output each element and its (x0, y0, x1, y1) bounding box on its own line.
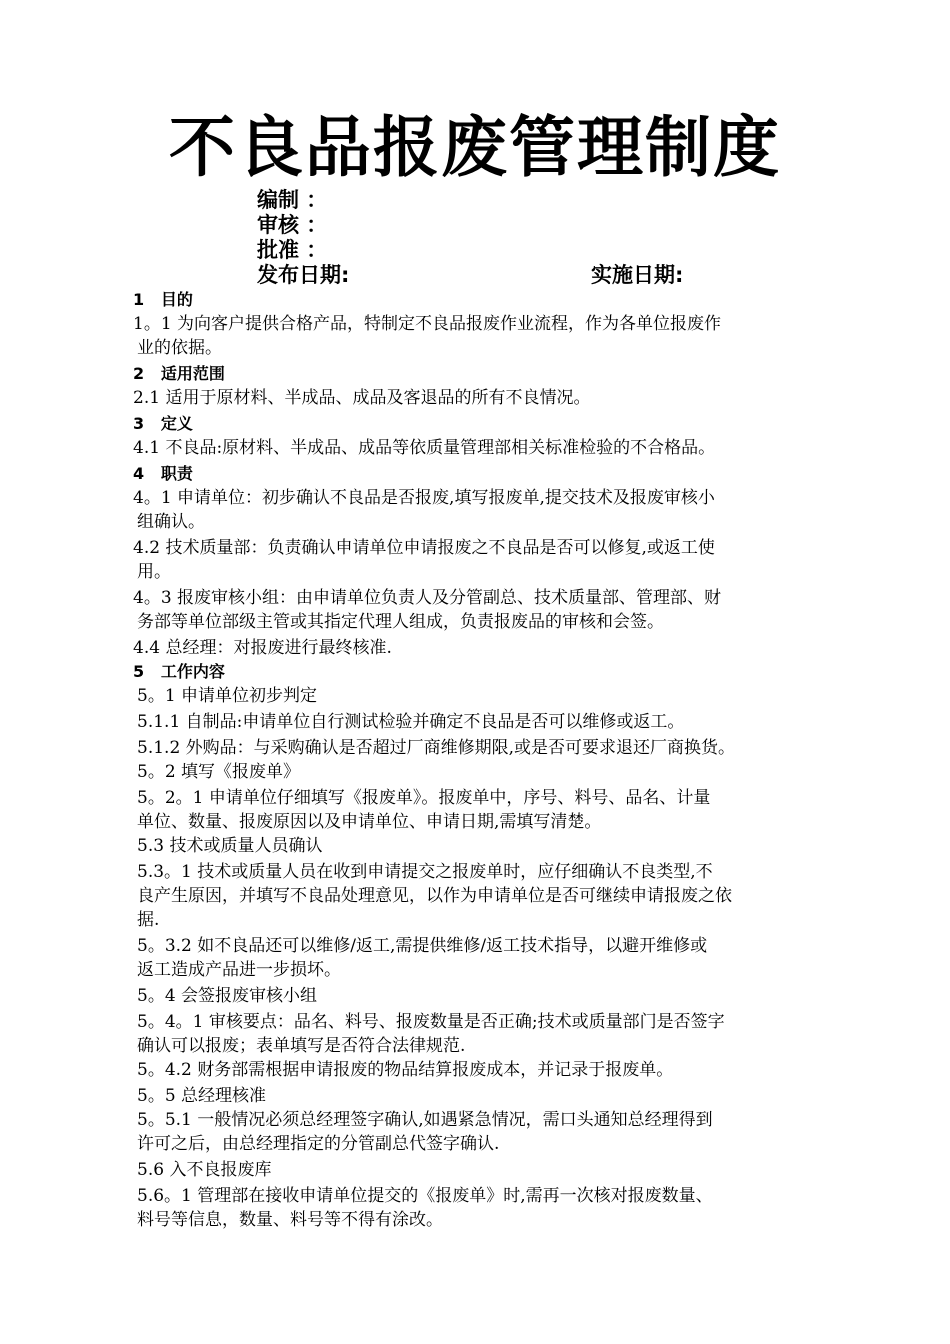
paragraph-line: 据. (137, 910, 160, 930)
publish-date-label: 发布日期: (257, 263, 350, 287)
paragraph-line: 5。1 申请单位初步判定 (137, 686, 318, 706)
document-title: 不良品报废管理制度 (169, 109, 781, 186)
paragraph-line: 用。 (137, 562, 171, 582)
section-heading-work-content: 5 工作内容 (133, 662, 225, 681)
effective-date-label: 实施日期: (591, 263, 684, 287)
paragraph-line: 返工造成产品进一步损坏。 (137, 960, 341, 980)
paragraph-line: 5。5 总经理核准 (137, 1086, 267, 1106)
paragraph-line: 5。5.1 一般情况必须总经理签字确认,如遇紧急情况，需口头通知总经理得到 (137, 1110, 713, 1130)
paragraph-line: 料号等信息，数量、料号等不得有涂改。 (137, 1210, 443, 1230)
paragraph-line: 组确认。 (137, 512, 205, 532)
paragraph-line: 许可之后，由总经理指定的分管副总代签字确认. (137, 1134, 500, 1154)
paragraph-line: 4.2 技术质量部：负责确认申请单位申请报废之不良品是否可以修复,或返工使 (133, 538, 715, 558)
compiled-by-label: 编制 ： (257, 188, 328, 212)
section-heading-responsibilities: 4 职责 (133, 464, 193, 483)
paragraph-line: 1。1 为向客户提供合格产品，特制定不良品报废作业流程，作为各单位报废作 (133, 314, 722, 334)
paragraph-line: 4.1 不良品:原材料、半成品、成品等依质量管理部相关标准检验的不合格品。 (133, 438, 716, 458)
section-heading-purpose: 1 目的 (133, 290, 193, 309)
paragraph-line: 5.6。1 管理部在接收申请单位提交的《报废单》时,需再一次核对报废数量、 (137, 1186, 713, 1206)
paragraph-line: 5。2 填写《报废单》 (137, 762, 301, 782)
paragraph-line: 5.1.2 外购品：与采购确认是否超过厂商维修期限,或是否可要求退还厂商换货。 (137, 738, 736, 758)
paragraph-line: 4。1 申请单位：初步确认不良品是否报废,填写报废单,提交技术及报废审核小 (133, 488, 715, 508)
paragraph-line: 业的依据。 (137, 338, 222, 358)
reviewed-by-label: 审核 ： (257, 213, 328, 237)
section-heading-scope: 2 适用范围 (133, 364, 225, 383)
paragraph-line: 5.3。1 技术或质量人员在收到申请提交之报废单时，应仔细确认不良类型,不 (137, 862, 713, 882)
paragraph-line: 单位、数量、报废原因以及申请单位、申请日期,需填写清楚。 (137, 812, 602, 832)
paragraph-line: 4。3 报废审核小组：由申请单位负责人及分管副总、技术质量部、管理部、财 (133, 588, 722, 608)
approved-by-label: 批准 ： (257, 238, 328, 262)
paragraph-line: 确认可以报废；表单填写是否符合法律规范. (137, 1036, 466, 1056)
paragraph-line: 5。2。1 申请单位仔细填写《报废单》。报废单中，序号、料号、品名、计量 (137, 788, 711, 808)
paragraph-line: 4.4 总经理：对报废进行最终核准. (133, 638, 392, 658)
paragraph-line: 2.1 适用于原材料、半成品、成品及客退品的所有不良情况。 (133, 388, 591, 408)
paragraph-line: 5.3 技术或质量人员确认 (137, 836, 323, 856)
paragraph-line: 务部等单位部级主管或其指定代理人组成，负责报废品的审核和会签。 (137, 612, 664, 632)
paragraph-line: 5。4 会签报废审核小组 (137, 986, 318, 1006)
paragraph-line: 良产生原因，并填写不良品处理意见，以作为申请单位是否可继续申请报废之依 (137, 886, 732, 906)
paragraph-line: 5.6 入不良报废库 (137, 1160, 272, 1180)
paragraph-line: 5。4.2 财务部需根据申请报废的物品结算报废成本，并记录于报废单。 (137, 1060, 674, 1080)
paragraph-line: 5。4。1 审核要点：品名、料号、报废数量是否正确;技术或质量部门是否签字 (137, 1012, 725, 1032)
section-heading-definition: 3 定义 (133, 414, 193, 433)
paragraph-line: 5。3.2 如不良品还可以维修/返工,需提供维修/返工技术指导，以避开维修或 (137, 936, 708, 956)
paragraph-line: 5.1.1 自制品:申请单位自行测试检验并确定不良品是否可以维修或返工。 (137, 712, 685, 732)
